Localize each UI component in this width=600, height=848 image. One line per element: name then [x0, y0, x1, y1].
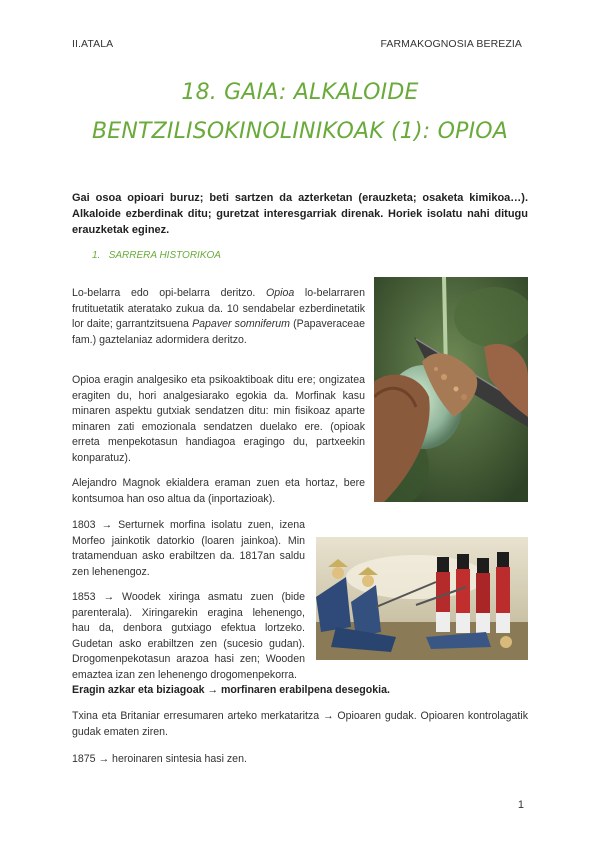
paragraph-opium-definition: [72, 286, 365, 348]
p1-text-c: (Papaveraceae fam.) gaztelaniaz adormidera deritzo.: [72, 318, 365, 346]
opium-war-painting: [316, 537, 528, 660]
header-right: FARMAKOGNOSIA BEREZIA: [380, 38, 522, 50]
section-title: SARRERA HISTORIKOA: [108, 250, 221, 261]
paragraph-effects: Opioa eragin analgesiko eta psikoaktiboak ditu ere; ongizatea eragiten du, hori analgesiarako egokia da. Morfinak kasu minaren aspektu gutxiak sendatzen ditu: min fisikoaz aparte minaren zati emozionala sendatzen duelako ere. (opioak erreta menpekotasun handiagoa eragingo du, partxeekin konparatuz).: [72, 374, 365, 464]
p1-text-a: Lo-belarra edo opi-belarra deritzo.: [72, 287, 256, 299]
paragraph-alexander: Alejandro Magnok ekialdera eraman zuen eta hortaz, bere kontsumoa han oso altua da (inportazioak).: [72, 477, 365, 505]
chapter-title-line2: BENTZILISOKINOLINIKOAK (1): OPIOA: [91, 119, 509, 144]
p1-species: Papaver somniferum: [192, 318, 290, 330]
paragraph-1853: [72, 590, 305, 683]
chapter-title-line1: 18. GAIA: ALKALOIDE: [181, 80, 419, 105]
p5-bold: Eragin azkar eta biziagoak → morfinaren erabilpena desegokia.: [72, 684, 390, 696]
section-number: 1.: [92, 250, 101, 261]
p1-text-b: lo-belarraren frutituetatik ateratako zukua da. 10 sendabelar ezberdinetatik lor daite; garrantzitsuena: [72, 287, 365, 330]
header-left: II.ATALA: [72, 38, 114, 50]
battle-scene-illustration: [316, 537, 528, 660]
intro-paragraph: Gai osoa opioari buruz; beti sartzen da azterketan (erauzketa; osaketa kimikoa…). Alkaloide ezberdinak ditu; guretzat interesgarriak direnak. Horiek isolatu nahi ditugu erauzketak eginez.: [72, 192, 528, 236]
poppy-capsule-illustration: [374, 277, 528, 502]
paragraph-opium-wars: Txina eta Britaniar erresumaren arteko merkataritza → Opioaren gudak. Opioaren kontrolagatik gudak ematen ziren.: [72, 710, 528, 738]
paragraph-1803: 1803 → Serturnek morfina isolatu zuen, izena Morfeo jainkotik datorkio (loaren jainkoa). Min tratamenduan asko erabiltzen da. 1817an saldu zen lehenengoz.: [72, 519, 305, 578]
paragraph-1875: 1875 → heroinaren sintesia hasi zen.: [72, 753, 247, 765]
page-number: 1: [517, 799, 524, 811]
paragraph-1853-bold-line: [72, 683, 528, 699]
p1-opioa: Opioa: [265, 287, 295, 299]
poppy-capsule-photo: [374, 277, 528, 502]
p5-text: 1853 → Woodek xiringa asmatu zuen (bide parenterala). Xiringarekin eragina lehenengo, hau da, denbora gutxiago efektua lortzeko. Gudetan asko erabiltzen zen (sucesio gudan). Drogomenpekotasun arazoa hasi zen; Wooden emaztea izan zen lehenengo drogomenpekorra.: [72, 591, 305, 681]
section-heading: [92, 250, 221, 261]
